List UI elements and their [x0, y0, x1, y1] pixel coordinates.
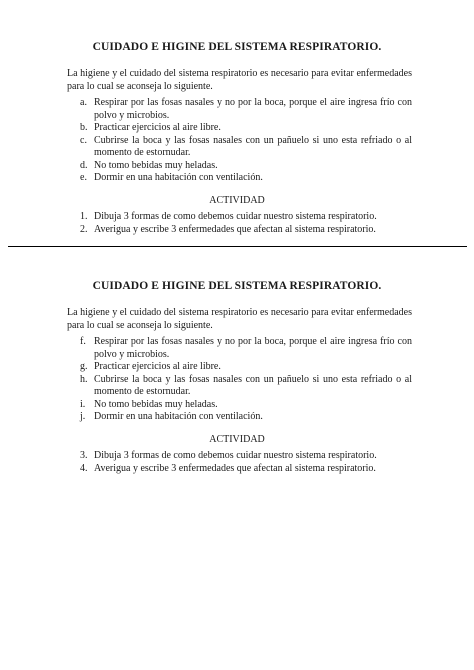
activities-list [0, 211, 474, 236]
list-item-text: Respirar por las fosas nasales y no por la boca, porque el aire ingresa frío con polvo y microbios. [94, 336, 412, 360]
list-marker: g. [80, 361, 88, 372]
activity-text: Averigua y escribe 3 enfermedades que afectan al sistema respiratorio. [94, 462, 376, 474]
list-item [0, 374, 474, 399]
list-item [0, 361, 474, 374]
list-marker: a. [80, 97, 87, 108]
activity-item [0, 211, 474, 224]
activity-marker: 3. [80, 450, 88, 461]
activity-text: Averigua y escribe 3 enfermedades que afectan al sistema respiratorio. [94, 223, 376, 235]
list-item-text: No tomo bebidas muy heladas. [94, 398, 218, 410]
list-item-text: Dormir en una habitación con ventilación. [94, 411, 263, 422]
activity-text: Dibuja 3 formas de como debemos cuidar nuestro sistema respiratorio. [94, 211, 377, 222]
list-item-text: Practicar ejercicios al aire libre. [94, 122, 221, 133]
list-item [0, 135, 474, 160]
list-item [0, 97, 474, 122]
activity-marker: 1. [80, 211, 88, 222]
list-item [0, 411, 474, 424]
list-marker: e. [80, 172, 87, 183]
list-marker: j. [80, 411, 86, 422]
list-item-text: Dormir en una habitación con ventilación. [94, 172, 263, 183]
list-marker: b. [80, 122, 88, 133]
page-title: CUIDADO E HIGINE DEL SISTEMA RESPIRATORIO. [92, 41, 382, 53]
list-marker: f. [80, 336, 86, 347]
list-item-text: Practicar ejercicios al aire libre. [94, 361, 221, 372]
intro-paragraph: La higiene y el cuidado del sistema respiratorio es necesario para evitar enfermedades para lo cual se aconseja lo siguiente. [67, 307, 412, 331]
page-title: CUIDADO E HIGINE DEL SISTEMA RESPIRATORIO. [92, 280, 382, 292]
activity-marker: 2. [80, 223, 88, 235]
activities-list [0, 450, 474, 475]
activity-marker: 4. [80, 462, 88, 474]
recommendations-list [0, 97, 474, 185]
list-item [0, 336, 474, 361]
activity-text: Dibuja 3 formas de como debemos cuidar nuestro sistema respiratorio. [94, 450, 377, 461]
list-item [0, 399, 474, 412]
activity-heading: ACTIVIDAD [209, 195, 265, 206]
activity-item [0, 463, 474, 476]
list-marker: c. [80, 134, 87, 146]
list-marker: i. [80, 398, 86, 410]
list-item-text: Respirar por las fosas nasales y no por la boca, porque el aire ingresa frío con polvo y microbios. [94, 97, 412, 121]
intro-paragraph: La higiene y el cuidado del sistema respiratorio es necesario para evitar enfermedades para lo cual se aconseja lo siguiente. [67, 68, 412, 92]
list-marker: d. [80, 159, 88, 171]
list-marker: h. [80, 373, 88, 385]
list-item-text: Cubrirse la boca y las fosas nasales con un pañuelo si uno esta refriado o al momento de estornudar. [94, 373, 412, 397]
activity-item [0, 450, 474, 463]
list-item [0, 172, 474, 185]
recommendations-list [0, 336, 474, 424]
activity-heading: ACTIVIDAD [209, 434, 265, 445]
list-item-text: Cubrirse la boca y las fosas nasales con un pañuelo si uno esta refriado o al momento de estornudar. [94, 134, 412, 158]
list-item [0, 122, 474, 135]
activity-item [0, 224, 474, 237]
list-item [0, 160, 474, 173]
list-item-text: No tomo bebidas muy heladas. [94, 159, 218, 171]
cut-line-divider [8, 246, 467, 247]
